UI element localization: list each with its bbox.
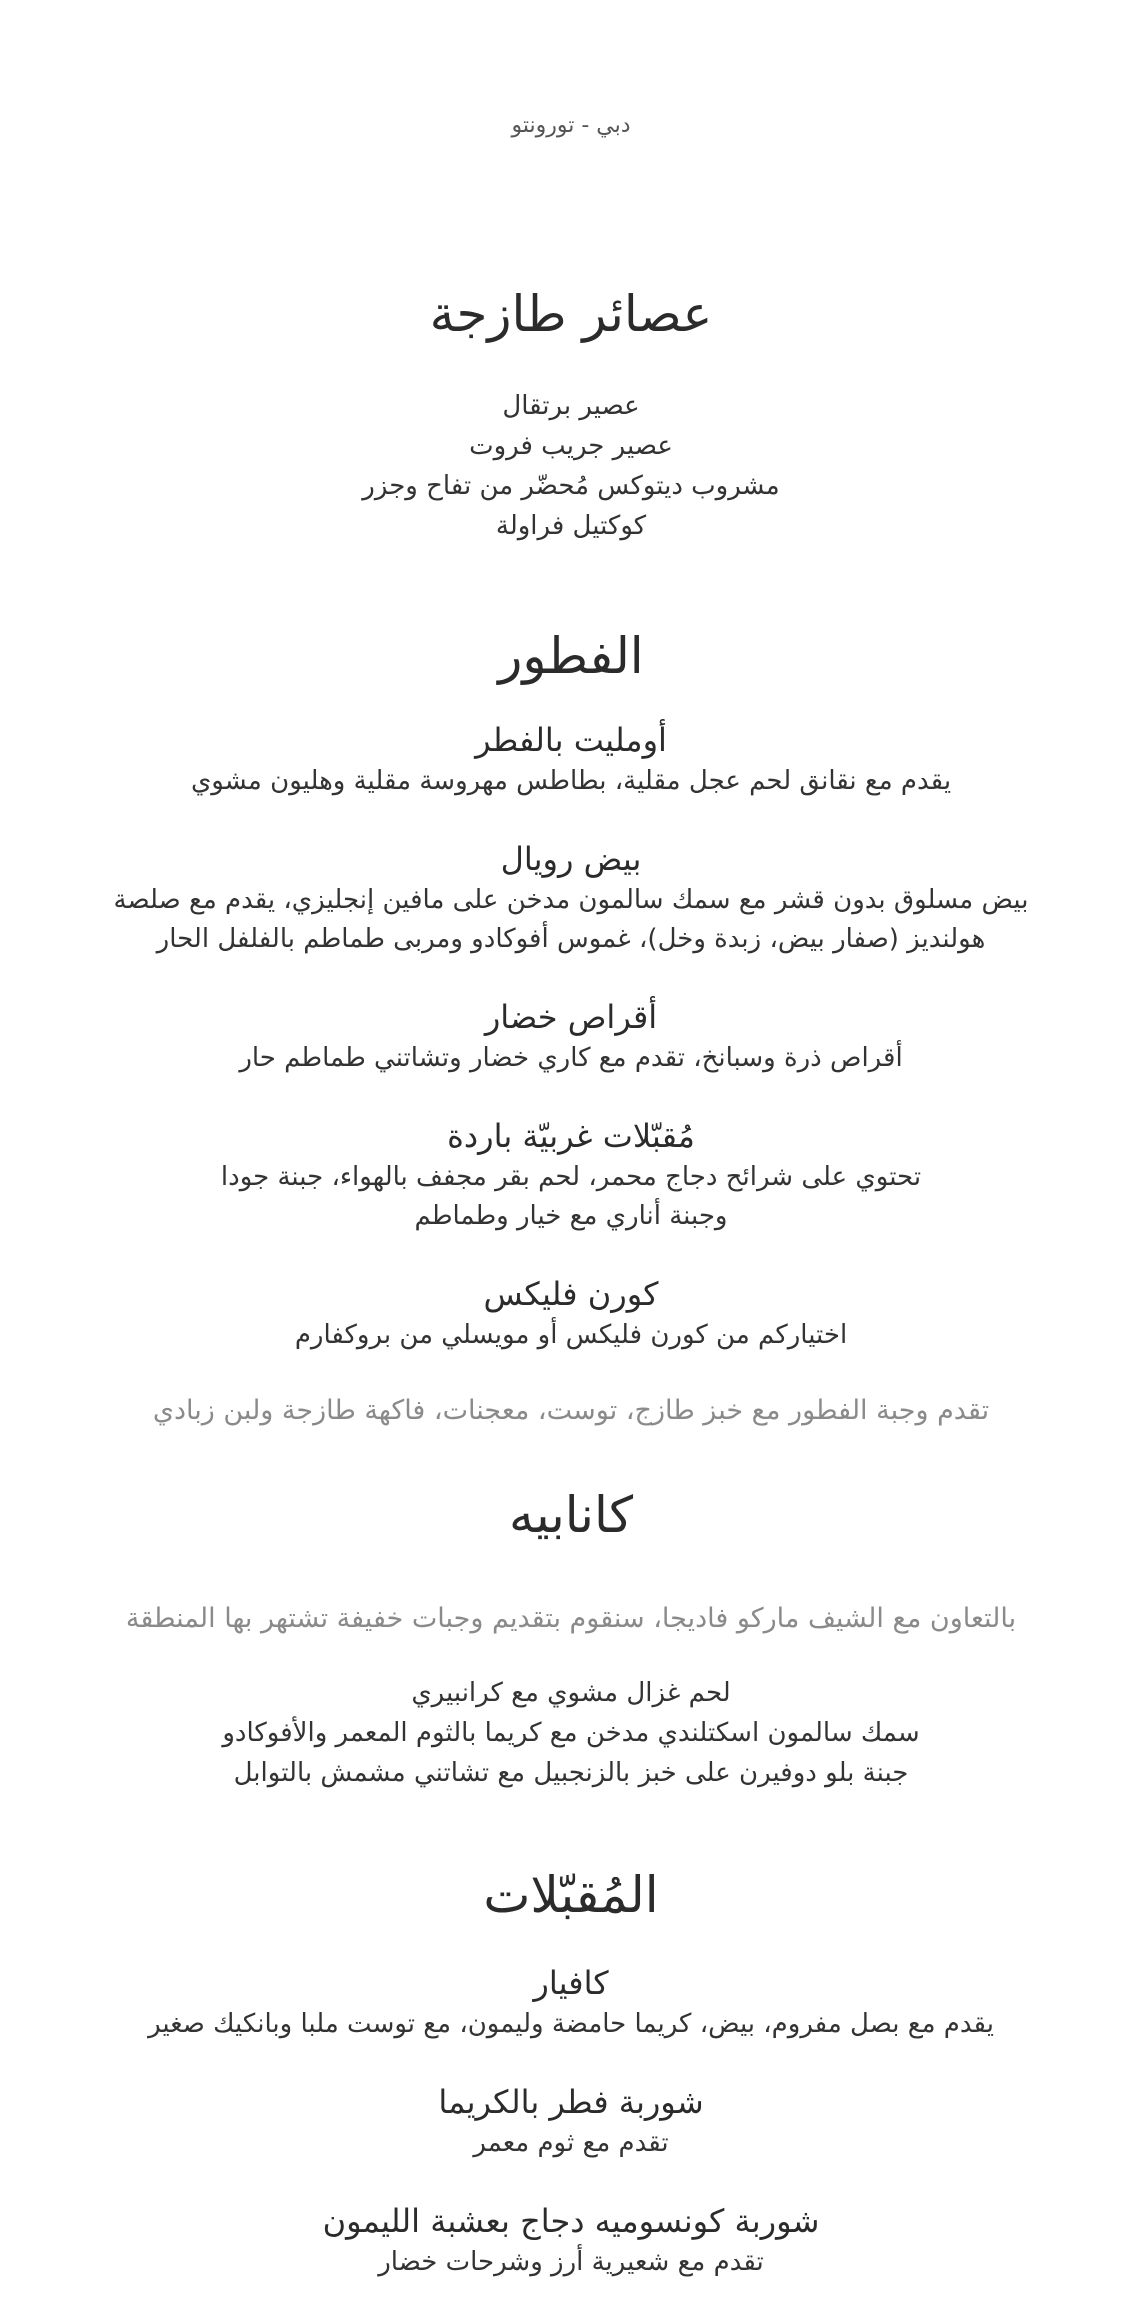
dish-name: أومليت بالفطر <box>475 721 667 759</box>
juice-item: عصير برتقال <box>502 391 640 421</box>
section-title-breakfast: الفطور <box>498 627 644 685</box>
dish-item <box>60 718 1082 801</box>
dish-item <box>60 2080 1082 2163</box>
dish-name: أقراص خضار <box>484 998 658 1036</box>
dish-item <box>60 837 1082 959</box>
dish-item <box>60 2199 1082 2282</box>
dish-description: يقدم مع نقانق لحم عجل مقلية، بطاطس مهروسة مقلية وهليون مشوي <box>190 766 952 796</box>
section-juices <box>60 282 1082 546</box>
dish-name: كورن فليكس <box>483 1275 659 1313</box>
canapes-list <box>60 1673 1082 1793</box>
dish-name: كافيار <box>533 1964 609 2002</box>
section-canapes <box>60 1483 1082 1793</box>
dish-item <box>60 1961 1082 2044</box>
juice-item: عصير جريب فروت <box>469 431 673 461</box>
juice-item: مشروب ديتوكس مُحضّر من تفاح وجزر <box>362 471 780 501</box>
dish-description: بيض مسلوق بدون قشر مع سمك سالمون مدخن على مافين إنجليزي، يقدم مع صلصة هولنديز (صفار بيض، زبدة وخل)، غموس أفوكادو ومربى طماطم بالفلفل الحار <box>113 885 1029 954</box>
dish-description: اختياركم من كورن فليكس أو مويسلي من بروكفارم <box>294 1320 848 1350</box>
section-appetizers <box>60 1863 1082 2282</box>
dish-name: شوربة فطر بالكريما <box>438 2083 704 2121</box>
breakfast-note: تقدم وجبة الفطور مع خبز طازج، توست، معجنات، فاكهة طازجة ولبن زبادي <box>152 1395 990 1426</box>
section-title-juices: عصائر طازجة <box>429 285 713 343</box>
route-header: دبي - تورونتو <box>511 113 631 138</box>
dish-description: تقدم مع ثوم معمر <box>473 2128 669 2158</box>
dish-item <box>60 995 1082 1078</box>
dish-name: مُقبّلات غربيّة باردة <box>447 1117 695 1155</box>
canape-item: سمك سالمون اسكتلندي مدخن مع كريما بالثوم المعمر والأفوكادو <box>222 1718 920 1748</box>
canape-item: لحم غزال مشوي مع كرانبيري <box>411 1678 731 1708</box>
dish-description: يقدم مع بصل مفروم، بيض، كريما حامضة وليمون، مع توست ملبا وبانكيك صغير <box>148 2009 994 2039</box>
dish-item <box>60 1114 1082 1236</box>
dish-description: تقدم مع شعيرية أرز وشرحات خضار <box>378 2247 764 2277</box>
dish-item <box>60 1272 1082 1355</box>
section-title-appetizers: المُقبّلات <box>483 1866 659 1924</box>
juice-item: كوكتيل فراولة <box>495 511 647 541</box>
juices-list <box>60 386 1082 546</box>
dish-description: تحتوي على شرائح دجاج محمر، لحم بقر مجفف بالهواء، جبنة جودا وجبنة أناري مع خيار وطماطم <box>220 1162 922 1231</box>
dish-description: أقراص ذرة وسبانخ، تقدم مع كاري خضار وتشاتني طماطم حار <box>239 1043 903 1073</box>
dish-name: بيض رويال <box>500 840 642 878</box>
dish-name: شوربة كونسوميه دجاج بعشبة الليمون <box>322 2202 820 2240</box>
canape-item: جبنة بلو دوفيرن على خبز بالزنجبيل مع تشاتني مشمش بالتوابل <box>233 1758 909 1788</box>
section-title-canapes: كانابيه <box>509 1486 633 1544</box>
canapes-note: بالتعاون مع الشيف ماركو فاديجا، سنقوم بتقديم وجبات خفيفة تشتهر بها المنطقة <box>125 1603 1017 1634</box>
section-breakfast <box>60 624 1082 1431</box>
